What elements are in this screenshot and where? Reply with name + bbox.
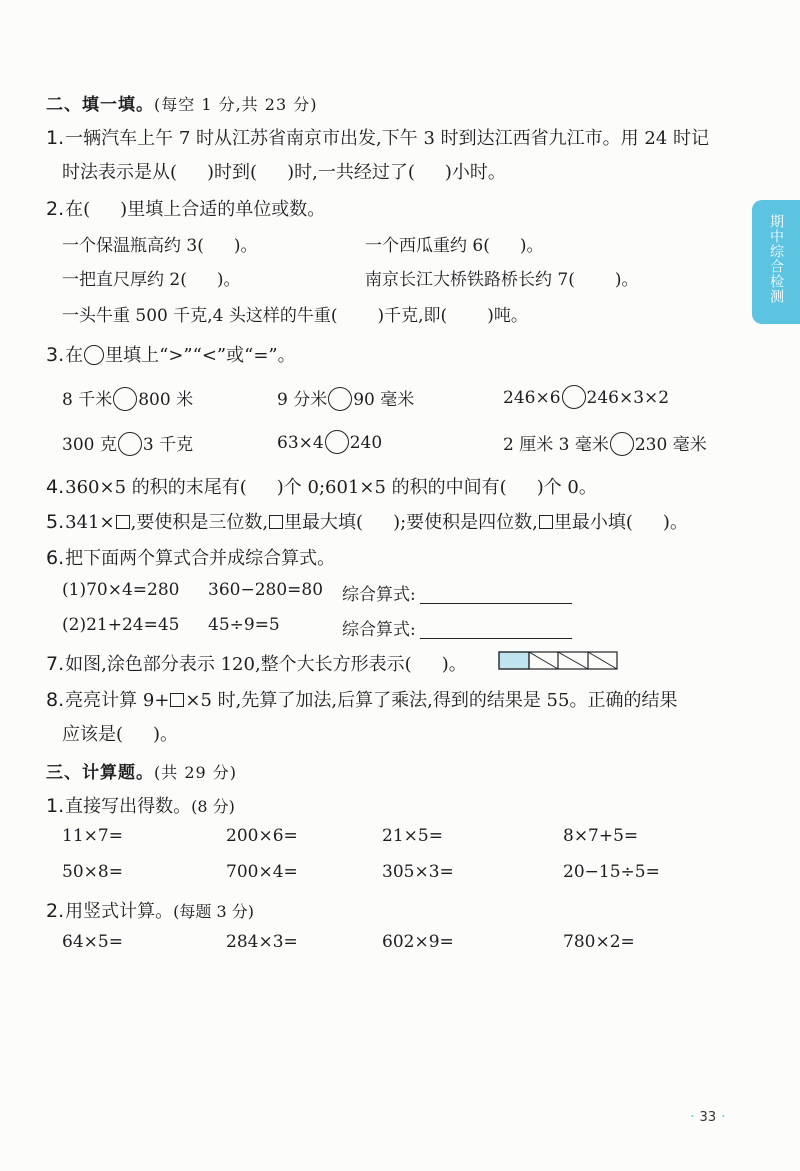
calc-item: 8×7+5= <box>563 826 639 846</box>
q2-item-text: )。 <box>216 270 241 290</box>
q6-row1-label: (1)70×4=280 <box>62 580 180 600</box>
q3-number: 3. <box>46 344 65 366</box>
q6-row1-answer <box>342 580 572 605</box>
compare-left: 9 分米 <box>277 390 328 410</box>
q2-number: 2. <box>46 198 65 220</box>
section2-points: (每空 1 分,共 23 分) <box>154 95 318 114</box>
vertical-calc-item: 284×3= <box>226 932 298 952</box>
compare-right: 800 米 <box>138 390 194 410</box>
compare-circle[interactable] <box>562 385 586 409</box>
q5-text-a: 341× <box>65 512 115 533</box>
q1-text-b: )时到( <box>207 162 258 183</box>
q6-row1-expr: 360−280=80 <box>208 580 324 600</box>
compare-circle[interactable] <box>113 387 137 411</box>
compare-right: 246×3×2 <box>586 388 670 408</box>
q2-item <box>62 301 528 326</box>
calc-item: 11×7= <box>62 826 123 846</box>
compare-circle[interactable] <box>610 432 634 456</box>
q6-row2-label: (2)21+24=45 <box>62 615 180 635</box>
q4-text-b: )个 0;601×5 的积的中间有( <box>276 477 507 498</box>
q7-rectangle-figure <box>498 651 620 671</box>
q8-number: 8. <box>46 689 65 711</box>
section2-heading <box>46 90 317 115</box>
compare-left: 300 克 <box>62 435 117 455</box>
q6-row2-expr: 45÷9=5 <box>208 615 280 635</box>
q7-line <box>46 650 467 676</box>
q1-line1 <box>46 124 709 150</box>
calc-q1-text: 直接写出得数。 <box>65 796 192 817</box>
compare-circle[interactable] <box>118 432 142 456</box>
answer-line[interactable] <box>420 620 572 639</box>
answer-label: 综合算式: <box>342 585 416 605</box>
q8-line2 <box>62 720 178 746</box>
section3-title: 三、计算题。 <box>46 763 154 783</box>
compare-item <box>277 430 382 454</box>
vertical-calc-item: 64×5= <box>62 932 123 952</box>
calc-item: 20−15÷5= <box>563 862 660 882</box>
answer-line[interactable] <box>420 585 572 604</box>
q5-text-c: 里最大填( <box>284 512 364 533</box>
q1-text-a: 时法表示是从( <box>62 162 178 183</box>
q2-item <box>62 231 258 256</box>
q7-text-b: )。 <box>441 654 467 675</box>
compare-item <box>62 430 193 456</box>
q8-line1 <box>46 686 677 712</box>
section2-title: 二、填一填。 <box>46 95 154 115</box>
q1-text-c: )时,一共经过了( <box>287 162 415 183</box>
q5-text-f: )。 <box>662 512 688 533</box>
calc-q1-number: 1. <box>46 795 65 817</box>
q2-item <box>365 265 639 290</box>
answer-label: 综合算式: <box>342 620 416 640</box>
q4-line <box>46 473 597 499</box>
vertical-calc-item: 780×2= <box>563 932 635 952</box>
calc-q2-points: (每题 3 分) <box>173 902 254 921</box>
q3-text-b: 里填上“>”“<”或“=”。 <box>105 345 296 366</box>
square-blank <box>539 515 553 529</box>
calc-q1-prompt <box>46 792 235 818</box>
q2-item-text: 一头牛重 500 千克,4 头这样的牛重( <box>62 306 338 326</box>
square-blank <box>170 693 184 707</box>
compare-left: 2 厘米 3 毫米 <box>503 435 609 455</box>
q2-item-text: )。 <box>233 236 258 256</box>
q6-prompt <box>46 544 335 570</box>
q2-prompt <box>46 195 325 221</box>
compare-left: 8 千米 <box>62 390 113 410</box>
q5-number: 5. <box>46 511 65 533</box>
q6-number: 6. <box>46 547 65 569</box>
q7-number: 7. <box>46 653 65 675</box>
calc-item: 50×8= <box>62 862 123 882</box>
q1-text-d: )小时。 <box>444 162 506 183</box>
compare-left: 63×4 <box>277 433 324 453</box>
calc-q2-number: 2. <box>46 900 65 922</box>
q2-item-text: )。 <box>519 236 544 256</box>
vertical-calc-item: 602×9= <box>382 932 454 952</box>
section3-points: (共 29 分) <box>154 763 238 782</box>
compare-right: 90 毫米 <box>353 390 415 410</box>
q8-text-a: 亮亮计算 9+ <box>65 690 170 711</box>
chapter-side-tab <box>752 200 800 324</box>
calc-item: 305×3= <box>382 862 454 882</box>
compare-item <box>277 385 414 411</box>
q2-item-text: )吨。 <box>487 306 528 326</box>
q5-text-b: ,要使积是三位数, <box>130 512 269 533</box>
calc-item: 21×5= <box>382 826 443 846</box>
compare-item <box>503 430 707 456</box>
compare-right: 230 毫米 <box>634 435 707 455</box>
compare-right: 240 <box>349 433 383 453</box>
calc-q2-text: 用竖式计算。 <box>65 901 174 922</box>
q2-item-text: 一个西瓜重约 6( <box>365 236 490 256</box>
q2-text-a: 在( <box>65 199 91 220</box>
q1-line2 <box>62 158 506 184</box>
calc-q2-prompt <box>46 897 254 923</box>
side-tab-label: 期中综合检测 <box>768 214 784 304</box>
square-blank <box>116 515 130 529</box>
q2-item-text: 一把直尺厚约 2( <box>62 270 187 290</box>
calc-q1-points: (8 分) <box>191 797 235 816</box>
q4-text-a: 360×5 的积的末尾有( <box>65 477 247 498</box>
dot-ornament: · <box>690 1109 695 1125</box>
q6-row2-answer <box>342 615 572 640</box>
q2-item <box>62 265 241 290</box>
q4-text-c: )个 0。 <box>536 477 597 498</box>
page-number-text: 33 <box>699 1110 717 1125</box>
q3-text-a: 在 <box>65 345 84 366</box>
q8-text-c: 应该是( <box>62 724 124 745</box>
q8-text-d: )。 <box>153 724 179 745</box>
q8-text-b: ×5 时,先算了加法,后算了乘法,得到的结果是 55。正确的结果 <box>185 690 678 711</box>
q1-text-line1: 一辆汽车上午 7 时从江苏省南京市出发,下午 3 时到达江西省九江市。用 24 时记 <box>65 128 709 149</box>
dot-ornament: · <box>721 1109 726 1125</box>
q2-item-text: 南京长江大桥铁路桥长约 7( <box>365 270 575 290</box>
page-number <box>690 1106 726 1125</box>
square-blank <box>269 515 283 529</box>
q5-text-d: );要使积是四位数, <box>393 512 538 533</box>
q3-prompt <box>46 341 296 367</box>
compare-item <box>62 385 193 411</box>
compare-item <box>503 385 669 409</box>
q1-number: 1. <box>46 127 65 149</box>
compare-right: 3 千克 <box>142 435 194 455</box>
compare-left: 246×6 <box>503 388 561 408</box>
calc-item: 200×6= <box>226 826 298 846</box>
q2-item-text: )千克,即( <box>377 306 448 326</box>
shaded-part <box>499 652 529 669</box>
section3-heading <box>46 758 237 783</box>
circle-blank <box>84 345 104 365</box>
calc-item: 700×4= <box>226 862 298 882</box>
q2-item-text: 一个保温瓶高约 3( <box>62 236 204 256</box>
compare-circle[interactable] <box>328 387 352 411</box>
q2-text-b: )里填上合适的单位或数。 <box>120 199 326 220</box>
compare-circle[interactable] <box>325 430 349 454</box>
q6-text: 把下面两个算式合并成综合算式。 <box>65 548 336 569</box>
q4-number: 4. <box>46 476 65 498</box>
q7-text-a: 如图,涂色部分表示 120,整个大长方形表示( <box>65 654 412 675</box>
q5-line <box>46 508 688 534</box>
q5-text-e: 里最小填( <box>553 512 633 533</box>
q2-item <box>365 231 544 256</box>
q2-item-text: )。 <box>614 270 639 290</box>
